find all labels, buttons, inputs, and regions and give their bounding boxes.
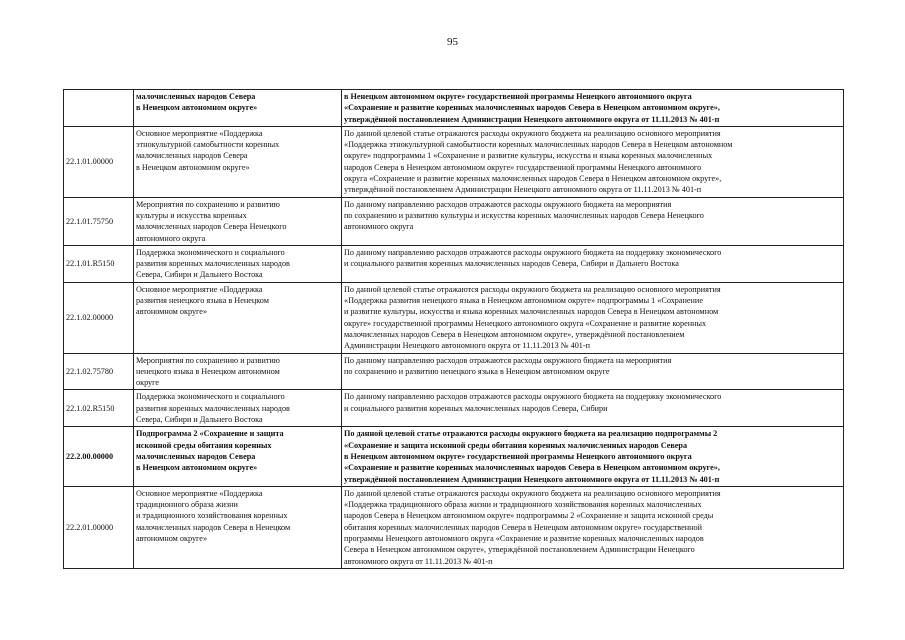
table-row (64, 245, 844, 282)
target-article-code: 22.1.02.R5150 (64, 390, 134, 427)
target-article-description: По данной целевой статье отражаются расходы окружного бюджета на реализацию основного мероприятия «Поддержка традиционного образа жизни и традиционного хозяйствования коренных малочисленных народов Севера в Ненецком автономном округе» подпрограммы 2 «Сохранение и защита исконной среды обитания коренных малочисленных народов Севера в Ненецком автономном округе» государственной программы Ненецкого автономного округа «Сохранение и развитие коренных малочисленных народов Севера в Ненецком автономном округе», утверждённой постановлением Администрации Ненецкого автономного округа от 11.11.2013 № 401-п (342, 486, 844, 568)
target-article-code: 22.1.02.00000 (64, 282, 134, 353)
target-article-description: По данному направлению расходов отражаются расходы окружного бюджета на мероприятия по сохранению и развитию ненецкого языка в Ненецком автономном округе (342, 353, 844, 390)
target-article-description: в Ненецком автономном округе» государственной программы Ненецкого автономного округа «Сохранение и развитие коренных малочисленных народов Севера в Ненецком автономном округе», утверждённой постановлением Администрации Ненецкого автономного округа от 11.11.2013 № 401-п (342, 90, 844, 127)
target-article-name: Основное мероприятие «Поддержка этнокультурной самобытности коренных малочисленных народов Севера в Ненецком автономном округе» (134, 126, 342, 197)
target-article-code: 22.2.01.00000 (64, 486, 134, 568)
table-row (64, 90, 844, 127)
target-article-code (64, 90, 134, 127)
target-article-code: 22.1.01.75750 (64, 197, 134, 245)
target-article-description: По данной целевой статье отражаются расходы окружного бюджета на реализацию основного мероприятия «Поддержка развития ненецкого языка в Ненецком автономном округе» подпрограммы 1 «Сохранение и развитие культуры, искусства и языка коренных малочисленных народов Севера в Ненецком автономном округе» государственной программы Ненецкого автономного округа «Сохранение и развитие коренных малочисленных народов Севера в Ненецком автономном округе», утверждённой постановлением Администрации Ненецкого автономного округа от 11.11.2013 № 401-п (342, 282, 844, 353)
target-article-name: Подпрограмма 2 «Сохранение и защита исконной среды обитания коренных малочисленных народов Севера в Ненецком автономном округе» (134, 427, 342, 486)
budget-classification-table (63, 89, 844, 569)
table-row (64, 486, 844, 568)
target-article-name: Мероприятия по сохранению и развитию ненецкого языка в Ненецком автономном округе (134, 353, 342, 390)
table-row (64, 197, 844, 245)
table-row (64, 126, 844, 197)
table-body (64, 90, 844, 569)
target-article-code: 22.1.02.75780 (64, 353, 134, 390)
table-row (64, 282, 844, 353)
target-article-description: По данному направлению расходов отражаются расходы окружного бюджета на мероприятия по сохранению и развитию культуры и искусства коренных малочисленных народов Севера Ненецкого автономного округа (342, 197, 844, 245)
target-article-name: Поддержка экономического и социального развития коренных малочисленных народов Севера, Сибири и Дальнего Востока (134, 390, 342, 427)
target-article-name: Мероприятия по сохранению и развитию культуры и искусства коренных малочисленных народов Севера Ненецкого автономного округа (134, 197, 342, 245)
page-number: 95 (447, 36, 458, 48)
target-article-description: По данной целевой статье отражаются расходы окружного бюджета на реализацию подпрограммы 2 «Сохранение и защита исконной среды обитания коренных малочисленных народов Севера в Ненецком автономном округе» государственной программы Ненецкого автономного округа «Сохранение и развитие коренных малочисленных народов Севера в Ненецком автономном округе», утверждённой постановлением Администрации Ненецкого автономного округа от 11.11.2013 № 401-п (342, 427, 844, 486)
target-article-description: По данному направлению расходов отражаются расходы окружного бюджета на поддержку экономического и социального развития коренных малочисленных народов Севера, Сибири (342, 390, 844, 427)
target-article-name: Основное мероприятие «Поддержка развития ненецкого языка в Ненецком автономном округе» (134, 282, 342, 353)
target-article-code: 22.2.00.00000 (64, 427, 134, 486)
target-article-code: 22.1.01.R5150 (64, 245, 134, 282)
table-row (64, 353, 844, 390)
target-article-name: Основное мероприятие «Поддержка традиционного образа жизни и традиционного хозяйствования коренных малочисленных народов Севера в Ненецком автономном округе» (134, 486, 342, 568)
target-article-description: По данному направлению расходов отражаются расходы окружного бюджета на поддержку экономического и социального развития коренных малочисленных народов Севера, Сибири и Дальнего Востока (342, 245, 844, 282)
target-article-name: малочисленных народов Севера в Ненецком автономном округе» (134, 90, 342, 127)
target-article-code: 22.1.01.00000 (64, 126, 134, 197)
table-row (64, 427, 844, 486)
target-article-description: По данной целевой статье отражаются расходы окружного бюджета на реализацию основного мероприятия «Поддержка этнокультурной самобытности коренных малочисленных народов Севера в Ненецком автономном округе» подпрограммы 1 «Сохранение и развитие культуры, искусства и языка коренных малочисленных народов Севера в Ненецком автономном округе» государственной программы Ненецкого автономного округа «Сохранение и развитие коренных малочисленных народов Севера в Ненецком автономном округе», утверждённой постановлением Администрации Ненецкого автономного округа от 11.11.2013 № 401-п (342, 126, 844, 197)
target-article-name: Поддержка экономического и социального развития коренных малочисленных народов Севера, Сибири и Дальнего Востока (134, 245, 342, 282)
table-row (64, 390, 844, 427)
